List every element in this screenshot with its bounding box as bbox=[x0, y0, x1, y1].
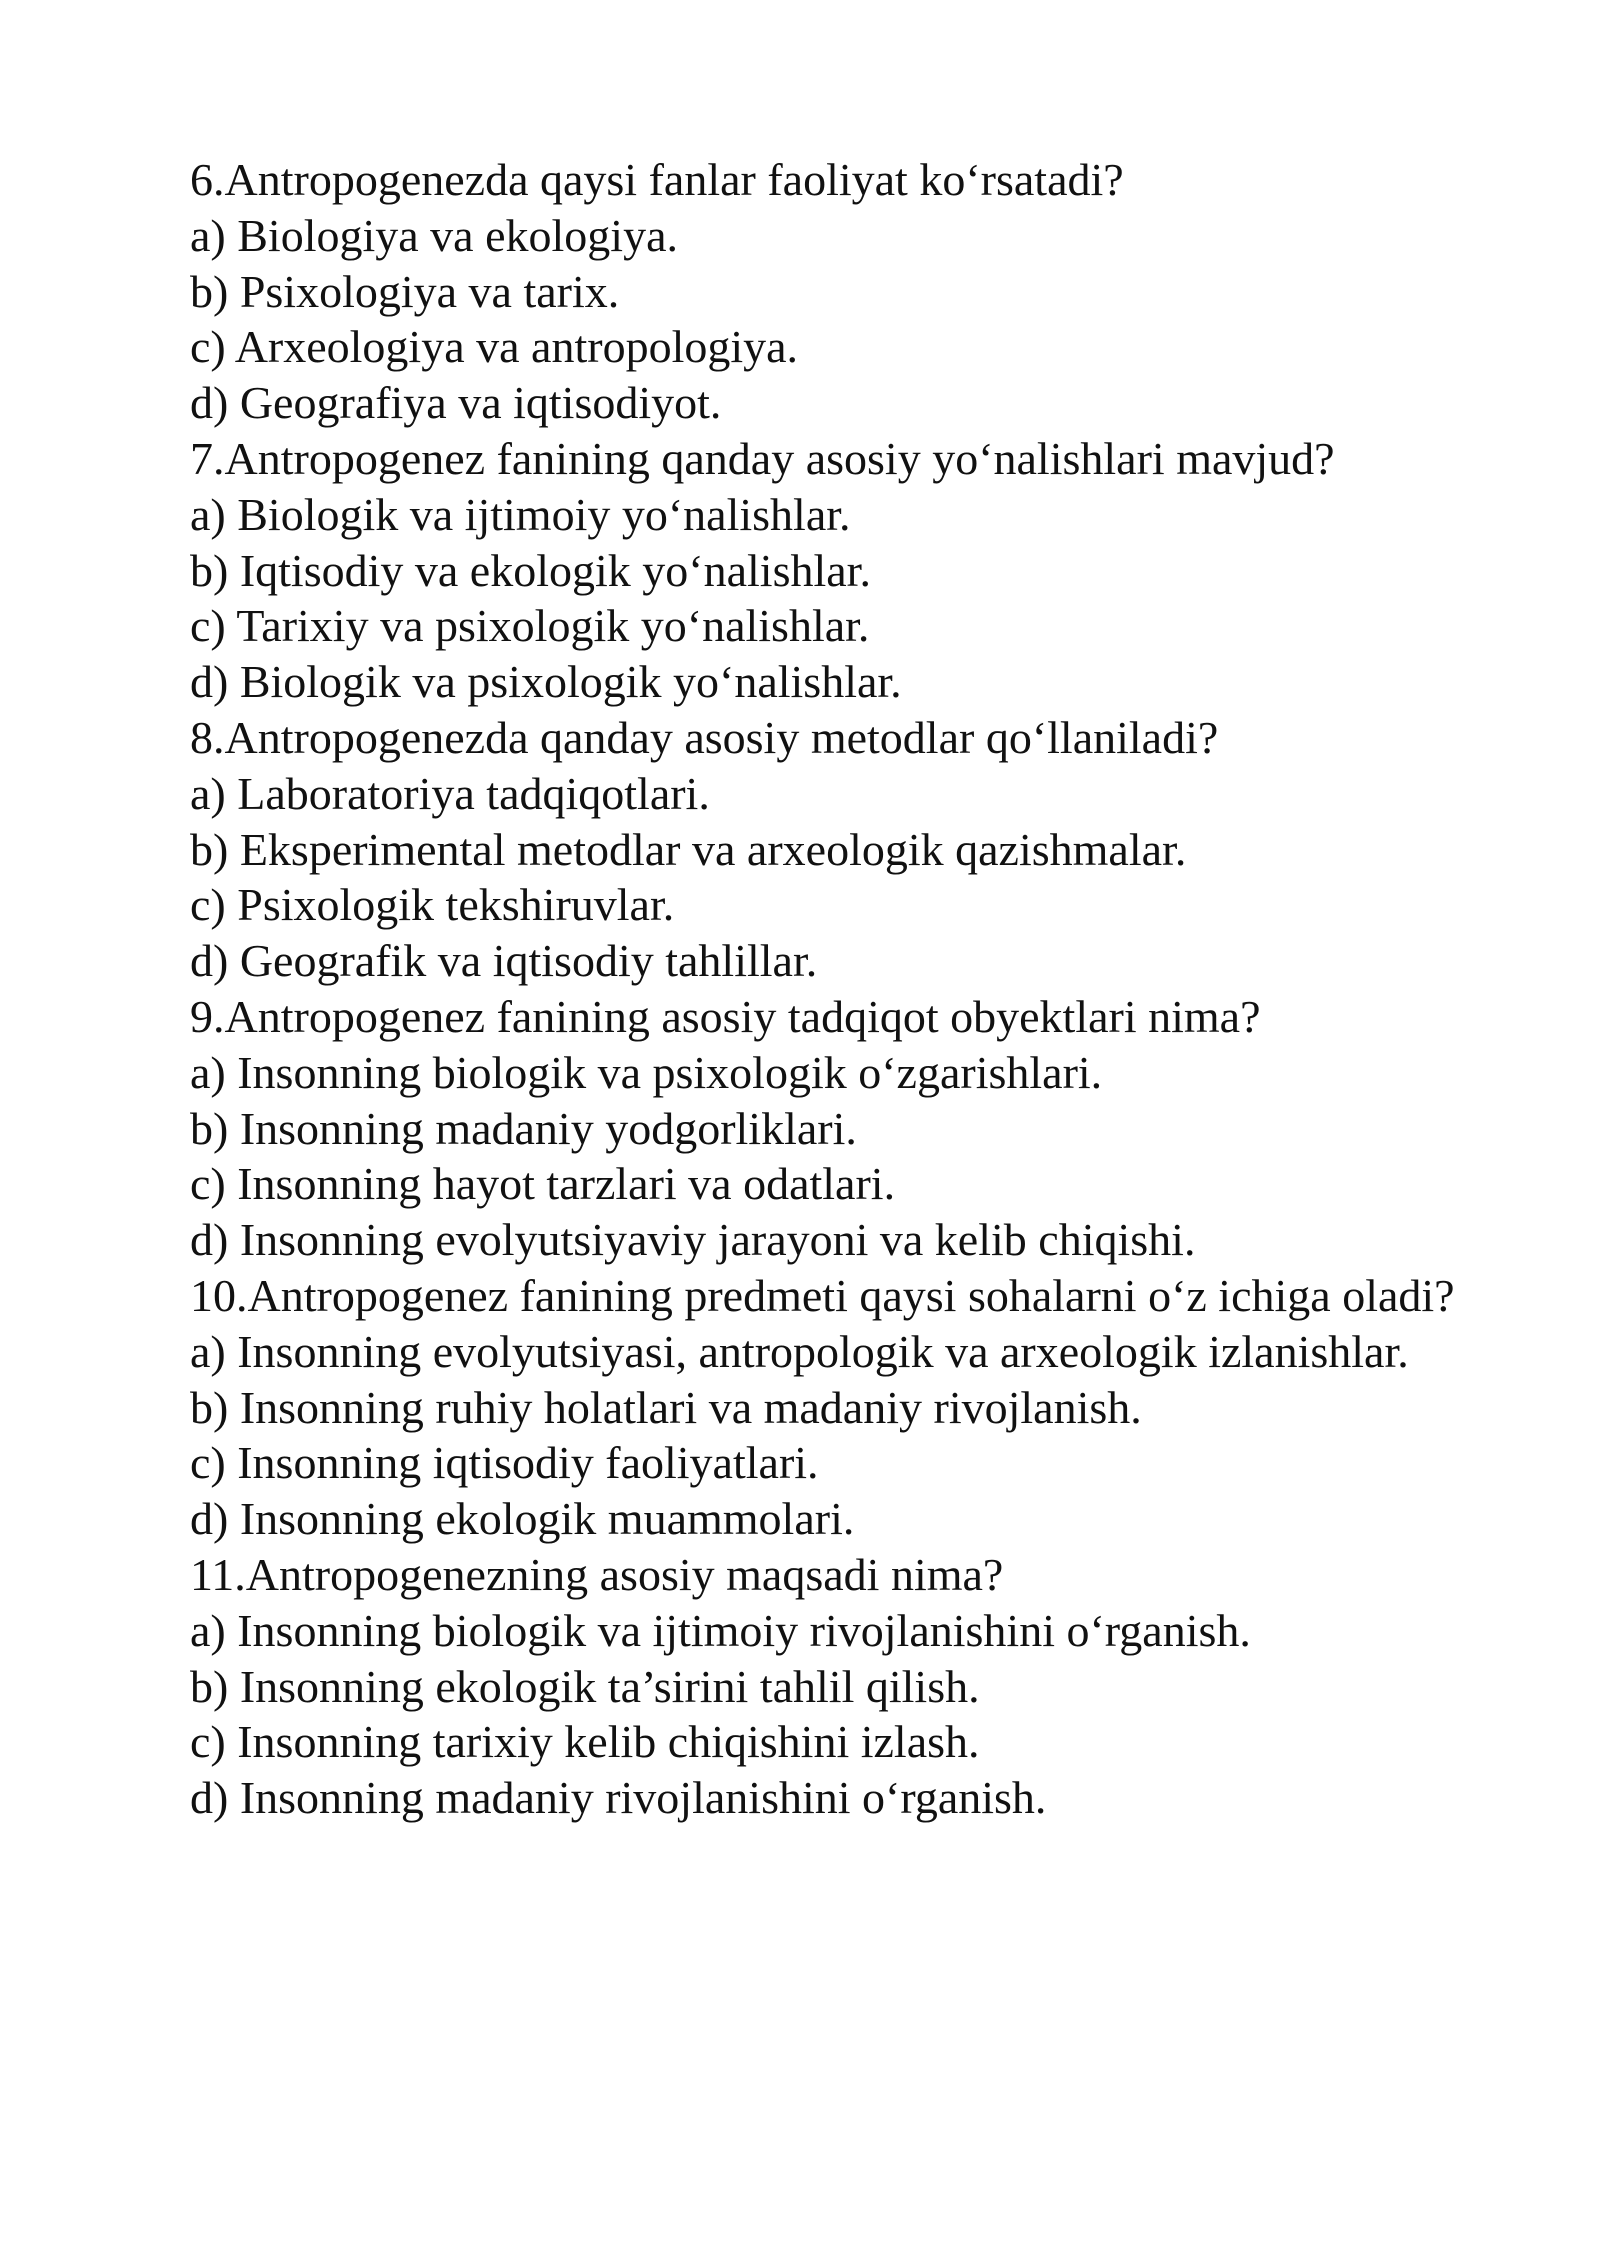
question-text: 8.Antropogenezda qanday asosiy metodlar qo‘llaniladi? bbox=[190, 711, 1219, 763]
option-b: b) Psixologiya va tarix. bbox=[190, 265, 620, 317]
option-c: c) Insonning hayot tarzlari va odatlari. bbox=[190, 1158, 896, 1210]
option-c: c) Insonning iqtisodiy faoliyatlari. bbox=[190, 1437, 819, 1489]
question-11 bbox=[190, 1547, 1530, 1826]
question-9 bbox=[190, 989, 1530, 1268]
question-text: 6.Antropogenezda qaysi fanlar faoliyat ko‘rsatadi? bbox=[190, 154, 1124, 205]
question-8 bbox=[190, 710, 1530, 989]
option-d: d) Geografiya va iqtisodiyot. bbox=[190, 377, 722, 429]
option-c: c) Insonning tarixiy kelib chiqishini izlash. bbox=[190, 1716, 980, 1768]
question-6 bbox=[190, 152, 1530, 431]
option-c: c) Tarixiy va psixologik yo‘nalishlar. bbox=[190, 600, 870, 652]
question-7 bbox=[190, 431, 1530, 710]
option-a: a) Insonning evolyutsiyasi, antropologik va arxeologik izlanishlar. bbox=[190, 1325, 1409, 1377]
option-c: c) Arxeologiya va antropologiya. bbox=[190, 321, 799, 373]
option-d: d) Insonning evolyutsiyaviy jarayoni va kelib chiqishi. bbox=[190, 1214, 1196, 1266]
option-d: d) Insonning ekologik muammolari. bbox=[190, 1493, 855, 1545]
question-10 bbox=[190, 1268, 1530, 1547]
option-b: b) Iqtisodiy va ekologik yo‘nalishlar. bbox=[190, 544, 871, 596]
option-a: a) Insonning biologik va ijtimoiy rivojlanishini o‘rganish. bbox=[190, 1604, 1251, 1656]
option-d: d) Insonning madaniy rivojlanishini o‘rganish. bbox=[190, 1772, 1047, 1824]
option-d: d) Geografik va iqtisodiy tahlillar. bbox=[190, 935, 818, 987]
question-text: 10.Antropogenez fanining predmeti qaysi sohalarni o‘z ichiga oladi? bbox=[190, 1269, 1455, 1321]
option-b: b) Insonning ekologik ta’sirini tahlil qilish. bbox=[190, 1660, 980, 1712]
option-b: b) Insonning madaniy yodgorliklari. bbox=[190, 1102, 857, 1154]
option-a: a) Laboratoriya tadqiqotlari. bbox=[190, 767, 710, 819]
option-b: b) Eksperimental metodlar va arxeologik qazishmalar. bbox=[190, 823, 1187, 875]
option-d: d) Biologik va psixologik yo‘nalishlar. bbox=[190, 656, 902, 708]
question-text: 9.Antropogenez fanining asosiy tadqiqot obyektlari nima? bbox=[190, 990, 1261, 1042]
document-page bbox=[190, 152, 1530, 1826]
question-text: 7.Antropogenez fanining qanday asosiy yo‘nalishlari mavjud? bbox=[190, 432, 1335, 484]
option-a: a) Biologik va ijtimoiy yo‘nalishlar. bbox=[190, 488, 851, 540]
question-text: 11.Antropogenezning asosiy maqsadi nima? bbox=[190, 1548, 1004, 1600]
option-a: a) Biologiya va ekologiya. bbox=[190, 209, 678, 261]
option-a: a) Insonning biologik va psixologik o‘zgarishlari. bbox=[190, 1046, 1103, 1098]
option-c: c) Psixologik tekshiruvlar. bbox=[190, 879, 675, 931]
option-b: b) Insonning ruhiy holatlari va madaniy rivojlanish. bbox=[190, 1381, 1142, 1433]
